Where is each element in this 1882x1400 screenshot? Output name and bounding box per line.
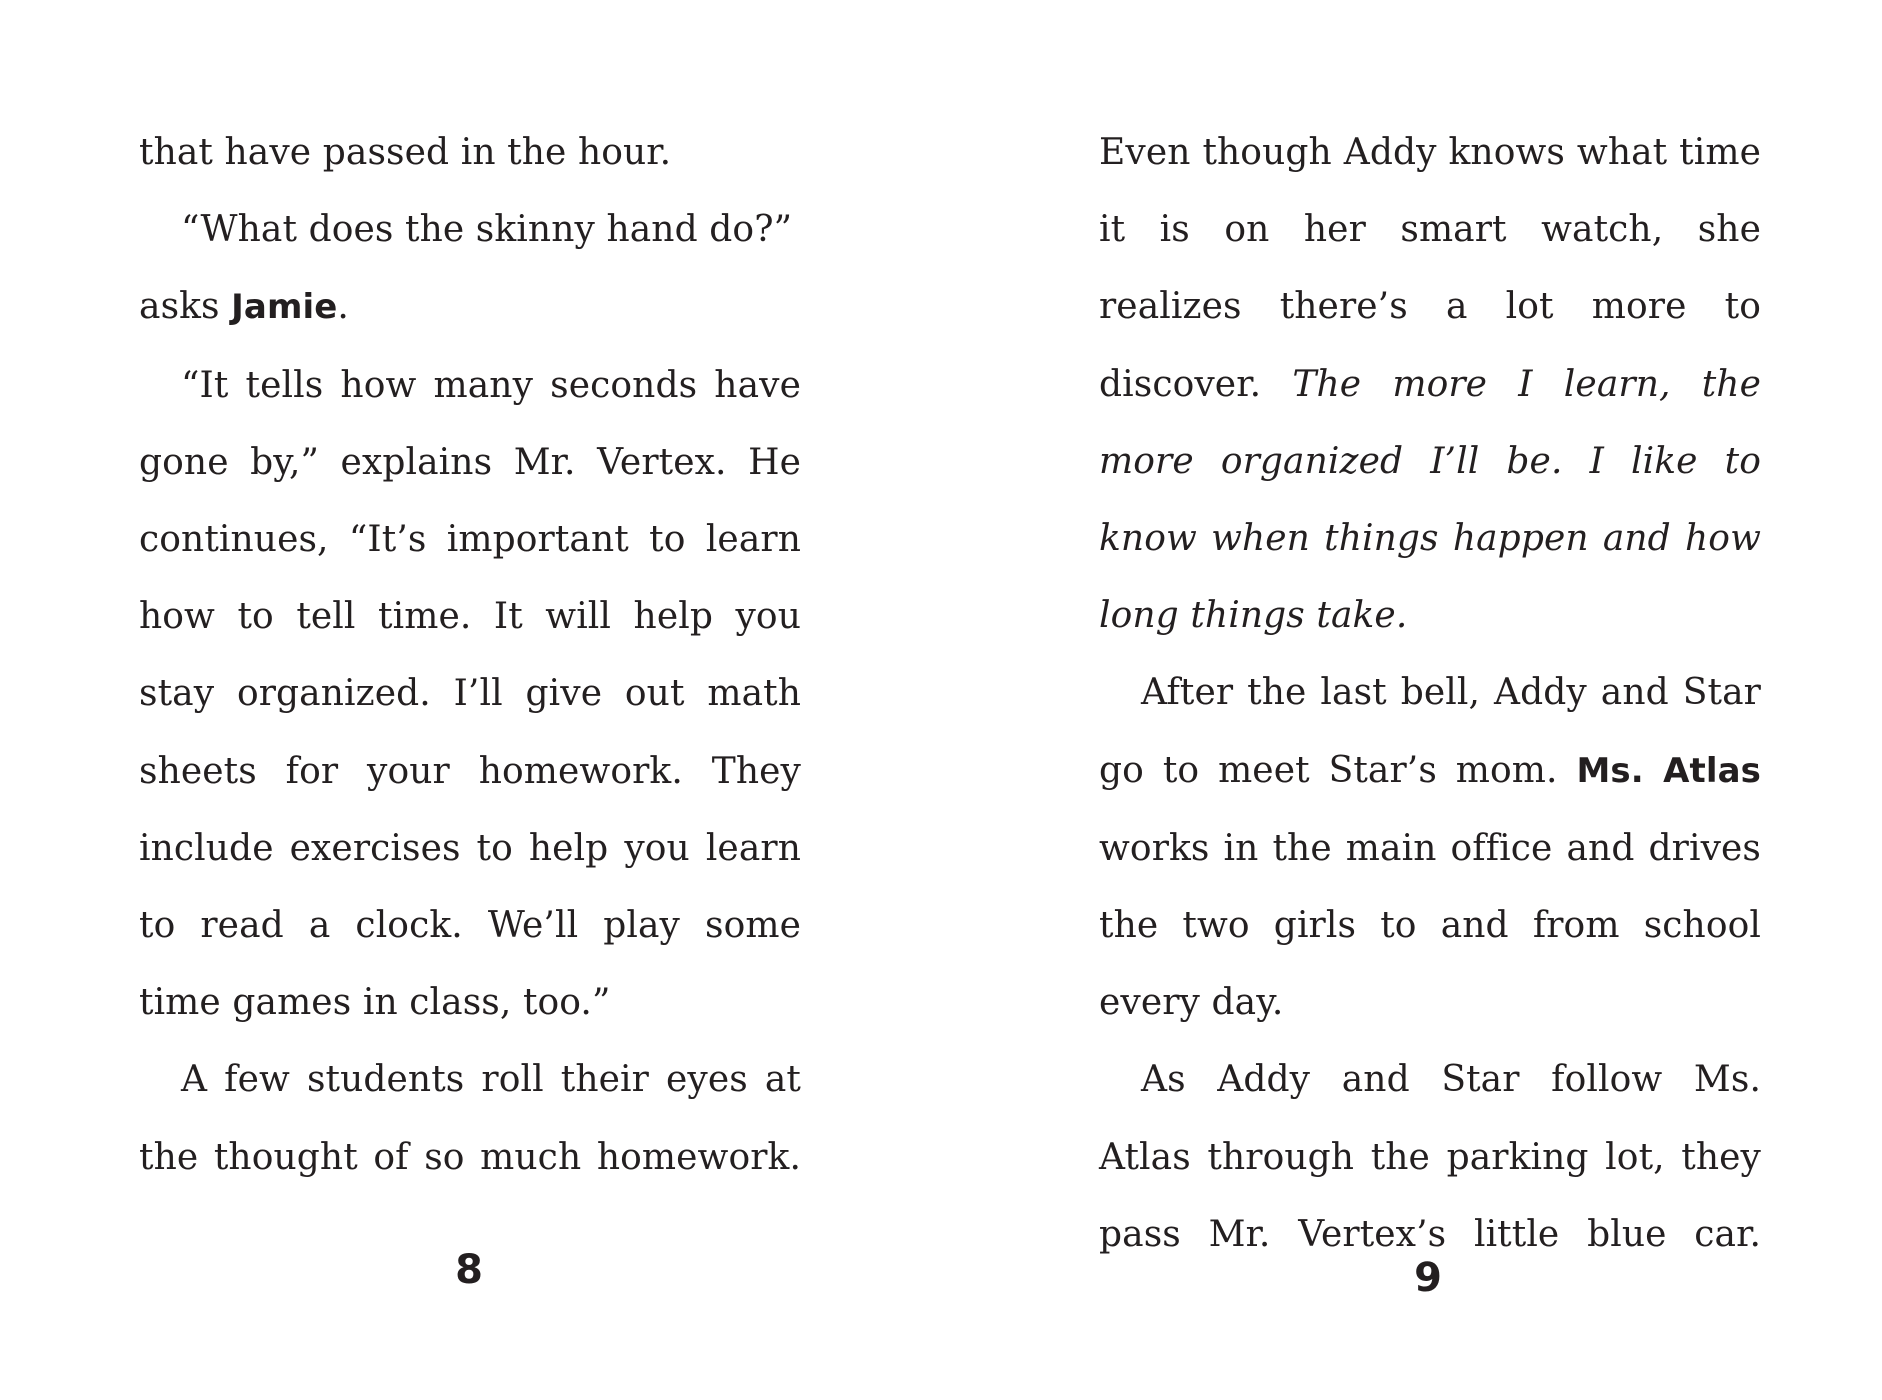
- paragraph: [1099, 114, 1761, 654]
- paragraph-text: A few students roll their eyes at the thought of so much homework.: [139, 1059, 801, 1178]
- character-name: Jamie: [231, 287, 338, 328]
- paragraph-text: After the last bell, Addy and Star go to meet Star’s mom.: [1099, 672, 1761, 791]
- paragraph-text: works in the main office and drives the two girls to and from school every day.: [1099, 827, 1761, 1024]
- right-page: [941, 0, 1882, 1400]
- paragraph-text: “What does the skinny hand do?”: [181, 209, 793, 251]
- paragraph: [139, 268, 801, 346]
- paragraph-text: asks: [139, 286, 232, 328]
- paragraph: [139, 347, 801, 1042]
- character-name: Ms. Atlas: [1576, 750, 1761, 791]
- paragraph: [139, 1041, 801, 1195]
- paragraph-text: Even though Addy knows what time it is on her smart watch, she realizes there’s a lot more to discover.: [1099, 132, 1761, 405]
- page-number: 9: [1414, 1255, 1442, 1301]
- paragraph-text: As Addy and Star follow Ms. Atlas through the parking lot, they pass Mr. Vertex’s little blue car.: [1099, 1059, 1761, 1255]
- paragraph-text: .: [337, 286, 349, 328]
- page-number: 8: [455, 1247, 483, 1293]
- paragraph: [139, 191, 801, 268]
- inner-thought-text: The more I learn, the more organized I’ll be. I like to know when things happen and how long things take.: [1099, 363, 1761, 637]
- paragraph: [1099, 1041, 1761, 1273]
- paragraph-text: “It tells how many seconds have gone by,” explains Mr. Vertex. He continues, “It’s important to learn how to tell time. It will help you stay organized. I’ll give out math sheets for your homework. They include exercises to help you learn to read a clock. We’ll play some time games in class, too.”: [139, 364, 801, 1024]
- left-page-text: [139, 114, 801, 1196]
- right-page-text: [1099, 114, 1761, 1273]
- paragraph: [139, 114, 801, 191]
- paragraph-text: that have passed in the hour.: [139, 132, 672, 173]
- paragraph: [1099, 654, 1761, 1041]
